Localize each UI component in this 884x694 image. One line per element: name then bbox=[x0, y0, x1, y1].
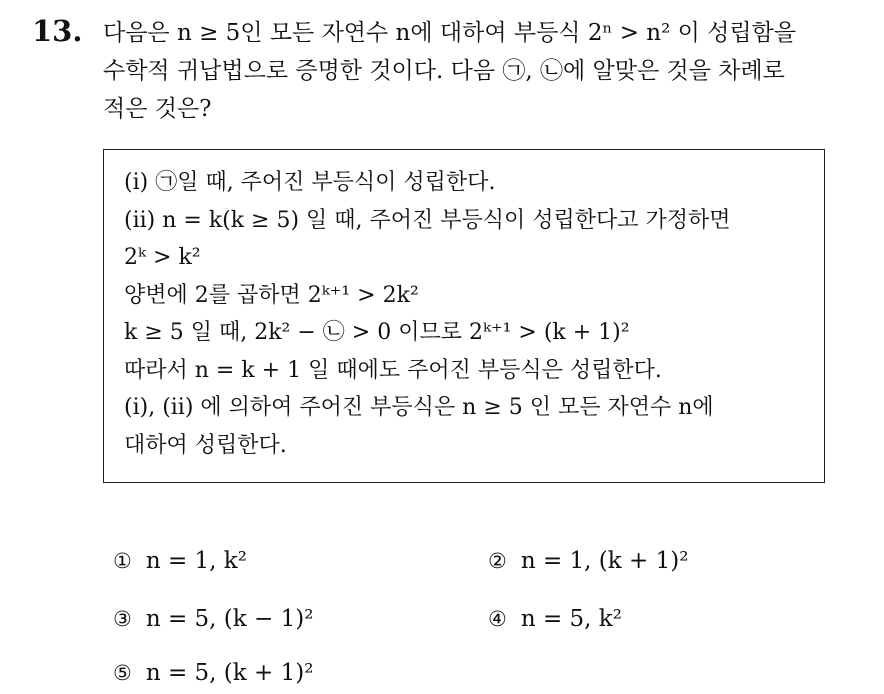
proof-line-8: 대하여 성립한다. bbox=[124, 432, 287, 458]
choice-2[interactable] bbox=[488, 548, 688, 574]
proof-line-2: (ii) n = k(k ≥ 5) 일 때, 주어진 부등식이 성립한다고 가정하면 bbox=[124, 207, 731, 233]
choice-2-text: n = 1, (k + 1)² bbox=[520, 548, 689, 574]
choice-4[interactable] bbox=[488, 606, 622, 632]
choice-4-text: n = 5, k² bbox=[520, 606, 622, 632]
question-number: 13. bbox=[32, 14, 83, 48]
proof-line-5: k ≥ 5 일 때, 2k² − ㉡ > 0 이므로 2ᵏ⁺¹ > (k + 1)² bbox=[124, 320, 630, 345]
choice-3[interactable] bbox=[113, 606, 313, 632]
choice-5-marker: ⑤ bbox=[113, 661, 132, 685]
choice-4-marker: ④ bbox=[488, 607, 507, 631]
proof-box bbox=[103, 149, 825, 483]
question-stem bbox=[103, 14, 873, 128]
proof-body bbox=[124, 164, 731, 464]
choice-1[interactable] bbox=[113, 548, 247, 574]
choice-1-marker: ① bbox=[113, 549, 132, 573]
choice-3-text: n = 5, (k − 1)² bbox=[145, 606, 314, 632]
proof-line-4: 양변에 2를 곱하면 2ᵏ⁺¹ > 2k² bbox=[124, 282, 419, 308]
choice-2-marker: ② bbox=[488, 549, 507, 573]
choice-3-marker: ③ bbox=[113, 607, 132, 631]
choice-1-text: n = 1, k² bbox=[145, 548, 247, 574]
proof-line-6: 따라서 n = k + 1 일 때에도 주어진 부등식은 성립한다. bbox=[124, 357, 662, 383]
proof-line-7: (i), (ii) 에 의하여 주어진 부등식은 n ≥ 5 인 모든 자연수 n에 bbox=[124, 395, 714, 420]
stem-line-3: 적은 것은? bbox=[103, 96, 212, 122]
proof-line-3: 2ᵏ > k² bbox=[124, 245, 201, 270]
stem-line-2: 수학적 귀납법으로 증명한 것이다. 다음 ㉠, ㉡에 알맞은 것을 차례로 bbox=[103, 58, 785, 84]
choice-5-text: n = 5, (k + 1)² bbox=[145, 660, 314, 686]
proof-line-1: (i) ㉠일 때, 주어진 부등식이 성립한다. bbox=[124, 170, 496, 195]
stem-line-1: 다음은 n ≥ 5인 모든 자연수 n에 대하여 부등식 2ⁿ > n² 이 성립함을 bbox=[103, 20, 797, 46]
choice-5[interactable] bbox=[113, 660, 313, 686]
